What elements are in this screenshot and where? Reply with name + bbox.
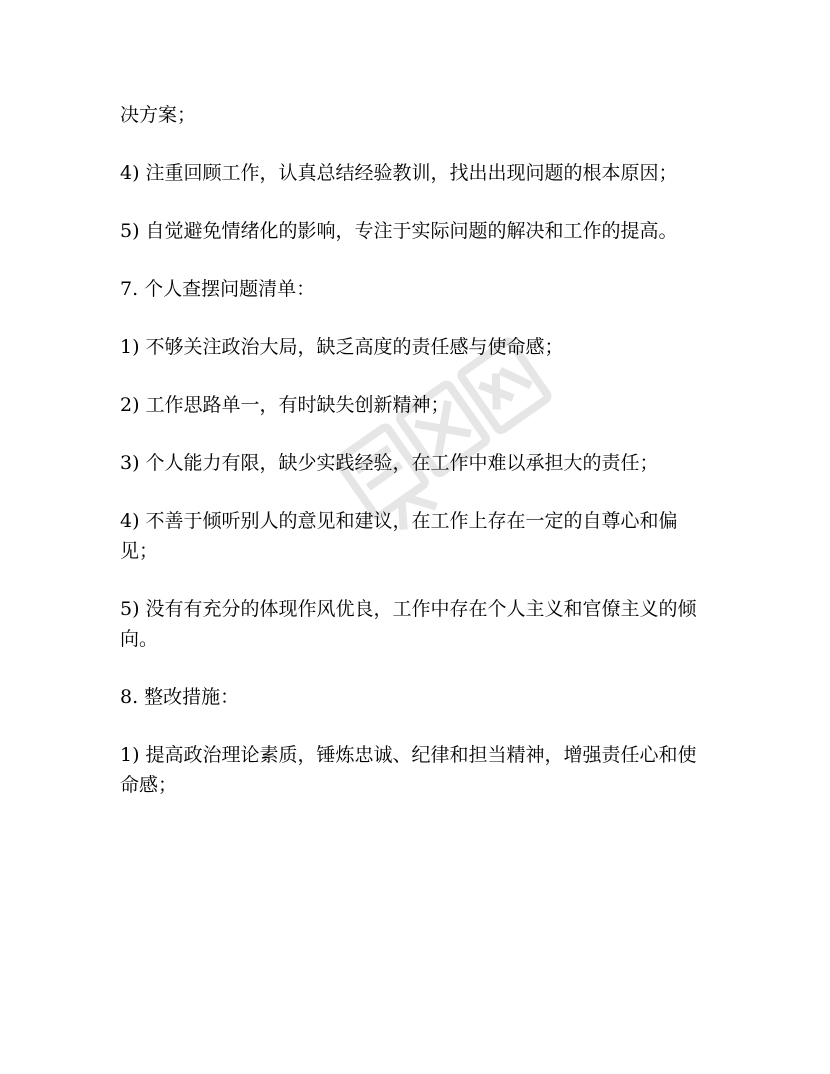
section-heading-7: 7. 个人查摆问题清单： (120, 278, 316, 300)
paragraph-5: 2) 工作思路单一，有时缺失创新精神； (120, 394, 450, 416)
document-body (120, 100, 710, 828)
paragraph-0: 决方案； (120, 104, 197, 126)
paragraph-6: 3) 个人能力有限，缺少实践经验，在工作中难以承担大的责任； (120, 452, 659, 474)
paragraph-2: 5) 自觉避免情绪化的影响，专注于实际问题的解决和工作的提高。 (120, 220, 678, 242)
paragraph-10: 1) 提高政治理论素质，锤炼忠诚、纪律和担当精神，增强责任心和使命感； (120, 744, 697, 796)
paragraph-4: 1) 不够关注政治大局，缺乏高度的责任感与使命感； (120, 336, 564, 358)
section-heading-8: 8. 整改措施： (120, 686, 240, 708)
paragraph-1: 4) 注重回顾工作，认真总结经验教训，找出出现问题的根本原因； (120, 162, 678, 184)
paragraph-8: 5) 没有有充分的体现作风优良，工作中存在个人主义和官僚主义的倾向。 (120, 598, 697, 650)
paragraph-7: 4) 不善于倾听别人的意见和建议，在工作上存在一定的自尊心和偏见； (120, 510, 678, 562)
